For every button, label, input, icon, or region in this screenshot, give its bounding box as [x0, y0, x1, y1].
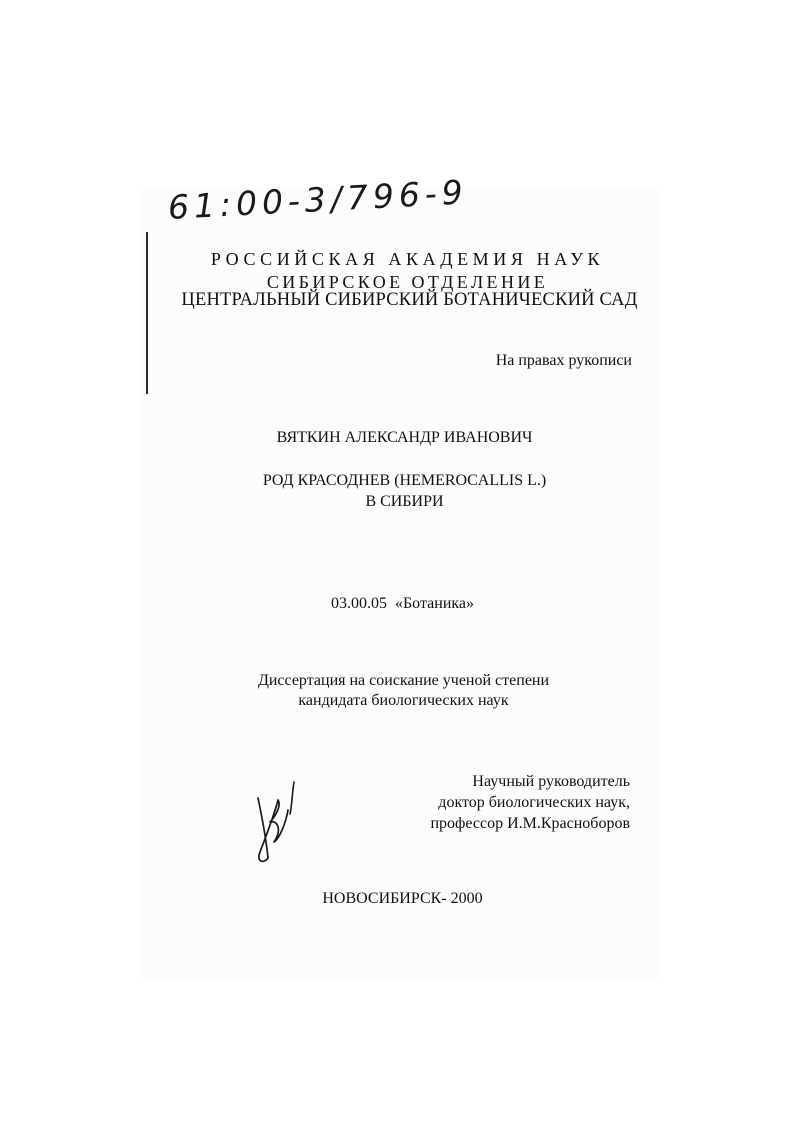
city-year: НОВОСИБИРСК- 2000 — [322, 890, 483, 907]
advisor-line-1: Научный руководитель — [472, 773, 630, 790]
organization-line-1: РОССИЙСКАЯ АКАДЕМИЯ НАУК — [210, 249, 605, 269]
author-name: ВЯТКИН АЛЕКСАНДР ИВАНОВИЧ — [276, 429, 533, 446]
manuscript-rights: На правах рукописи — [495, 352, 632, 369]
organization-line-2: СИБИРСКОЕ ОТДЕЛЕНИЕ — [266, 272, 549, 292]
dissertation-line-2: кандидата биологических наук — [298, 692, 509, 709]
title-line-1: РОД КРАСОДНЕВ (HEMEROCALLIS L.) — [262, 472, 547, 489]
title-line-2: В СИБИРИ — [365, 493, 444, 510]
dissertation-line-1: Диссертация на соискание ученой степени — [257, 672, 550, 689]
signature — [252, 772, 300, 866]
handwritten-archive-code: 61:00-3/796-9 — [166, 172, 469, 227]
speciality-code: 03.00.05 «Ботаника» — [330, 595, 475, 612]
advisor-line-3: профессор И.М.Красноборов — [430, 815, 630, 832]
advisor-line-2: доктор биологических наук, — [438, 794, 630, 811]
organization-line-3: ЦЕНТРАЛЬНЫЙ СИБИРСКИЙ БОТАНИЧЕСКИЙ САД — [181, 290, 638, 310]
